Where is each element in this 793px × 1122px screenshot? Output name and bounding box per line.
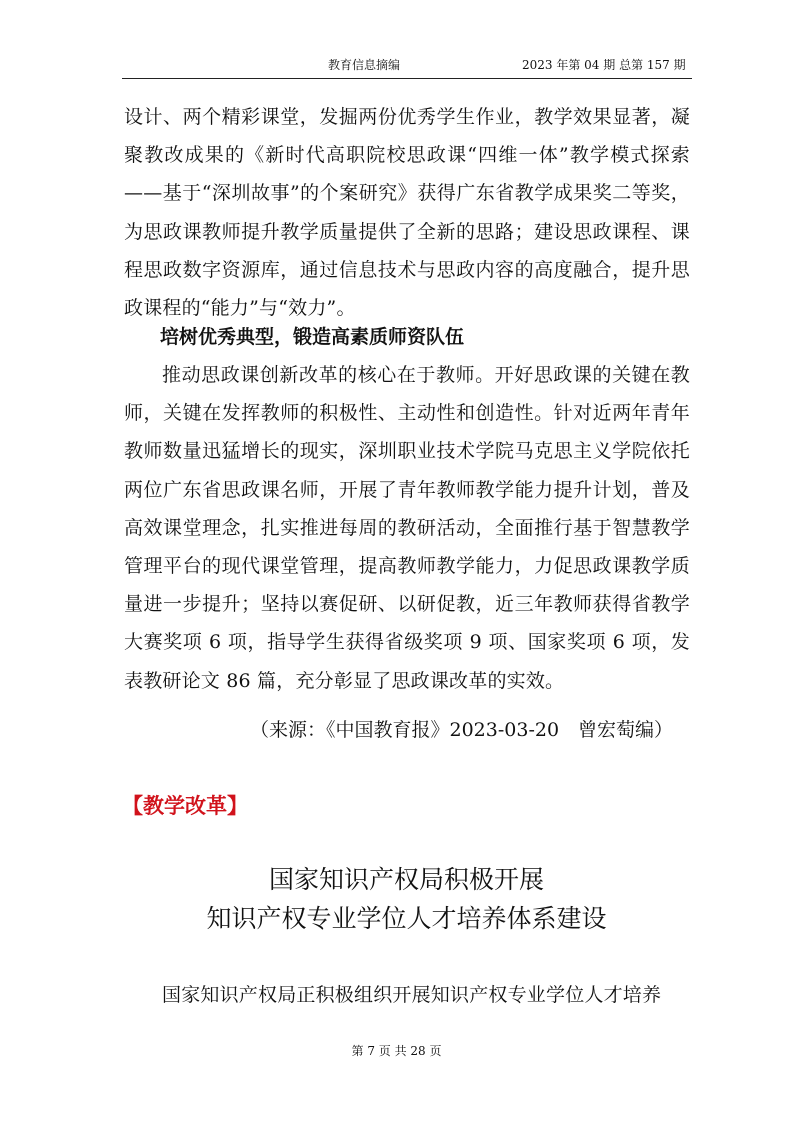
paragraph-continued: 设计、两个精彩课堂，发掘两份优秀学生作业，教学效果显著，凝聚教改成果的《新时代高职院校思政课“四维一体”教学模式探索——基于“深圳故事”的个案研究》获得广东省教学成果奖二等奖，为思政课教师提升教学质量提供了全新的思路；建设思政课程、课程思政数字资源库，通过信息技术与思政内容的高度融合，提升思政课程的“能力”与“效力”。	[124, 106, 690, 320]
header-divider	[122, 78, 692, 79]
subheading: 培树优秀典型，锻造高素质师资队伍	[160, 326, 465, 348]
paragraph-teachers: 推动思政课创新改革的核心在于教师。开好思政课的关键在教师，关键在发挥教师的积极性、主动性和创造性。针对近两年青年教师数量迅猛增长的现实，深圳职业技术学院马克思主义学院依托两位广东省思政课名师，开展了青年教师教学能力提升计划，普及高效课堂理念，扎实推进每周的教研活动，全面推行基于智慧教学管理平台的现代课堂管理，提高教师教学能力，力促思政课教学质量进一步提升；坚持以赛促研、以研促教，近三年教师获得省教学大赛奖项 6 项，指导学生获得省级奖项 9 项、国家奖项 6 项，发表教研论文 86 篇，充分彰显了思政课改革的实效。	[124, 364, 690, 692]
article-title-line2: 知识产权专业学位人才培养体系建设	[206, 904, 607, 933]
issue-number: 2023 年第 04 期 总第 157 期	[522, 58, 686, 72]
page-header	[0, 50, 793, 76]
section-tag: 【教学改革】	[122, 794, 248, 818]
article-title-line1: 国家知识产权局积极开展	[268, 865, 544, 894]
page-footer: 第 7 页 共 28 页	[351, 1044, 442, 1058]
source-citation: （来源：《中国教育报》2023-03-20 曾宏萄编）	[250, 719, 674, 741]
journal-name: 教育信息摘编	[328, 58, 401, 72]
paragraph-ip-intro: 国家知识产权局正积极组织开展知识产权专业学位人才培养	[162, 984, 662, 1006]
